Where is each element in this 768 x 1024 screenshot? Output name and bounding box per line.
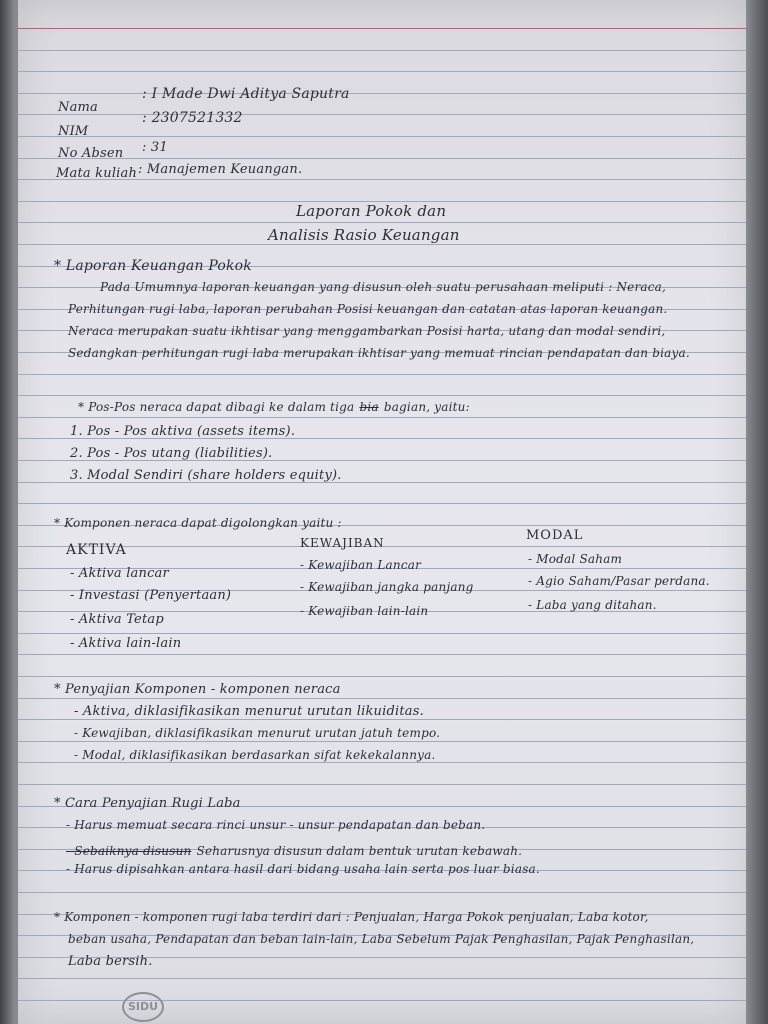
aktiva-item: - Aktiva lancar	[70, 566, 169, 581]
nim-value: : 2307521332	[142, 110, 243, 126]
column-title-aktiva: AKTIVA	[66, 542, 127, 558]
section1-heading: * Laporan Keuangan Pokok	[54, 258, 252, 274]
kewajiban-item: - Kewajiban jangka panjang	[300, 580, 474, 594]
section1-line: Neraca merupakan suatu ikhtisar yang menggambarkan Posisi harta, utang dan modal sendiri,	[68, 324, 666, 338]
notebook-page	[18, 0, 746, 1024]
aktiva-item: - Investasi (Penyertaan)	[70, 588, 232, 603]
ruled-line	[18, 719, 746, 720]
ruled-line	[18, 114, 746, 115]
matkul-label: Mata kuliah	[56, 166, 138, 181]
section2-heading	[78, 396, 470, 415]
ruled-line	[18, 222, 746, 223]
page-title-line2: Analisis Rasio Keuangan	[268, 226, 460, 244]
nim-label: NIM	[58, 124, 89, 139]
section4-heading: * Penyajian Komponen - komponen neraca	[54, 682, 341, 697]
absen-value: : 31	[142, 140, 168, 155]
section6-line: Laba bersih.	[68, 954, 153, 969]
aktiva-item: - Aktiva lain-lain	[70, 636, 182, 651]
section5-item-struck: - Sebaiknya disusun	[66, 844, 192, 858]
column-title-kewajiban: KEWAJIBAN	[300, 536, 385, 550]
absen-label: No Absen	[58, 146, 124, 161]
section1-line: Sedangkan perhitungan rugi laba merupakan ikhtisar yang memuat rincian pendapatan dan biaya.	[68, 346, 690, 360]
ruled-line	[18, 136, 746, 137]
ruled-line	[18, 417, 746, 418]
section5-item-2	[66, 840, 522, 859]
ruled-line	[18, 244, 746, 245]
section2-heading-end: bagian, yaitu:	[383, 400, 470, 414]
modal-item: - Agio Saham/Pasar perdana.	[528, 574, 710, 588]
section2-heading-start: * Pos-Pos neraca dapat dibagi ke dalam tiga	[78, 400, 355, 414]
ruled-line	[18, 892, 746, 893]
ruled-line	[18, 633, 746, 634]
ruled-line	[18, 28, 746, 29]
section4-item: - Kewajiban, diklasifikasikan menurut urutan jatuh tempo.	[74, 726, 441, 740]
section6-line: beban usaha, Pendapatan dan beban lain-lain, Laba Sebelum Pajak Penghasilan, Pajak Penghasilan,	[68, 932, 695, 946]
section2-heading-struck: bia	[359, 400, 379, 414]
section5-item: - Harus memuat secara rinci unsur - unsur pendapatan dan beban.	[66, 818, 486, 832]
brand-stamp-logo: SIDU	[122, 992, 164, 1022]
aktiva-item: - Aktiva Tetap	[70, 612, 164, 627]
ruled-line	[18, 503, 746, 504]
modal-item: - Laba yang ditahan.	[528, 598, 657, 612]
ruled-line	[18, 374, 746, 375]
ruled-line	[18, 158, 746, 159]
kewajiban-item: - Kewajiban lain-lain	[300, 604, 429, 618]
section2-item: 1. Pos - Pos aktiva (assets items).	[70, 424, 296, 439]
ruled-line	[18, 654, 746, 655]
column-title-modal: MODAL	[526, 528, 584, 543]
ruled-line	[18, 50, 746, 51]
section2-item: 3. Modal Sendiri (share holders equity).	[70, 468, 342, 483]
section5-item-text: Seharusnya disusun dalam bentuk urutan kebawah.	[196, 844, 523, 858]
section1-line: Pada Umumnya laporan keuangan yang disusun oleh suatu perusahaan meliputi : Neraca,	[100, 280, 667, 294]
page-title-line1: Laporan Pokok dan	[296, 202, 447, 220]
section3-heading: * Komponen neraca dapat digolongkan yaitu :	[54, 516, 342, 530]
ruled-line	[18, 676, 746, 677]
ruled-line	[18, 71, 746, 72]
section2-item: 2. Pos - Pos utang (liabilities).	[70, 446, 273, 461]
ruled-line	[18, 762, 746, 763]
section5-item: - Harus dipisahkan antara hasil dari bidang usaha lain serta pos luar biasa.	[66, 862, 540, 876]
section1-line: Perhitungan rugi laba, laporan perubahan Posisi keuangan dan catatan atas laporan keuangan.	[68, 302, 668, 316]
ruled-line	[18, 741, 746, 742]
ruled-line	[18, 978, 746, 979]
matkul-value: : Manajemen Keuangan.	[138, 162, 303, 177]
kewajiban-item: - Kewajiban Lancar	[300, 558, 422, 572]
ruled-line	[18, 698, 746, 699]
section4-item: - Modal, diklasifikasikan berdasarkan sifat kekekalannya.	[74, 748, 436, 762]
modal-item: - Modal Saham	[528, 552, 623, 566]
section5-heading: * Cara Penyajian Rugi Laba	[54, 796, 241, 811]
ruled-line	[18, 93, 746, 94]
section6-line: * Komponen - komponen rugi laba terdiri dari : Penjualan, Harga Pokok penjualan, Laba kotor,	[54, 910, 649, 924]
section4-item: - Aktiva, diklasifikasikan menurut urutan likuiditas.	[74, 704, 424, 719]
ruled-line	[18, 784, 746, 785]
nama-label: Nama	[58, 100, 99, 115]
nama-value: : I Made Dwi Aditya Saputra	[142, 86, 350, 102]
